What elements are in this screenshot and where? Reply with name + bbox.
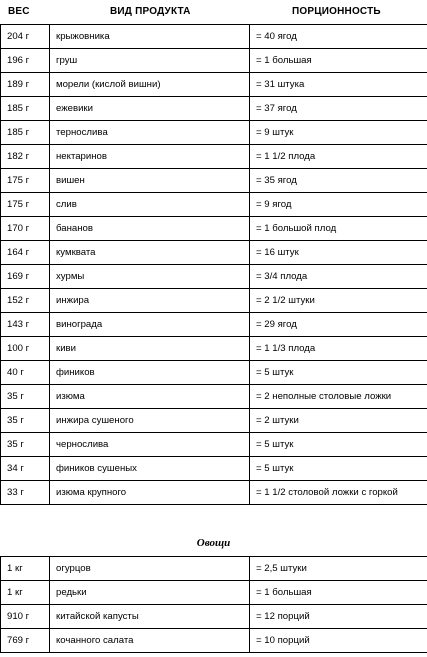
portion-cell: = 16 штук [250, 241, 427, 265]
weight-cell: 164 г [1, 241, 50, 265]
weight-cell: 910 г [1, 605, 50, 629]
portion-cell: = 1 большой плод [250, 217, 427, 241]
table-row [1, 557, 427, 581]
weight-cell: 1 кг [1, 581, 50, 605]
weight-cell: 185 г [1, 97, 50, 121]
header-portion: ПОРЦИОННОСТЬ [292, 6, 381, 17]
product-cell: ежевики [50, 97, 250, 121]
weight-cell: 182 г [1, 145, 50, 169]
product-cell: винограда [50, 313, 250, 337]
product-cell: кочанного салата [50, 629, 250, 653]
portion-cell: = 1 большая [250, 49, 427, 73]
weight-cell: 204 г [1, 25, 50, 49]
product-cell: фиников [50, 361, 250, 385]
portion-cell: = 2 штуки [250, 409, 427, 433]
table-row [1, 193, 427, 217]
table-row [1, 361, 427, 385]
weight-cell: 175 г [1, 193, 50, 217]
table-row [1, 289, 427, 313]
table-row [1, 241, 427, 265]
weight-cell: 35 г [1, 433, 50, 457]
table-row [1, 313, 427, 337]
weight-cell: 769 г [1, 629, 50, 653]
table-row [1, 433, 427, 457]
product-cell: инжира сушеного [50, 409, 250, 433]
header-weight: ВЕС [8, 6, 30, 17]
product-cell: изюма [50, 385, 250, 409]
table-row [1, 217, 427, 241]
weight-cell: 185 г [1, 121, 50, 145]
table-row [1, 25, 427, 49]
weight-cell: 143 г [1, 313, 50, 337]
table-row [1, 605, 427, 629]
portion-cell: = 35 ягод [250, 169, 427, 193]
weight-cell: 40 г [1, 361, 50, 385]
weight-cell: 196 г [1, 49, 50, 73]
weight-cell: 175 г [1, 169, 50, 193]
table-row [1, 629, 427, 653]
portion-cell: = 1 1/3 плода [250, 337, 427, 361]
product-cell: нектаринов [50, 145, 250, 169]
weight-cell: 189 г [1, 73, 50, 97]
weight-cell: 169 г [1, 265, 50, 289]
table-row [1, 581, 427, 605]
table-header [0, 0, 427, 24]
product-cell: фиников сушеных [50, 457, 250, 481]
product-cell: слив [50, 193, 250, 217]
portion-cell: = 2 неполные столовые ложки [250, 385, 427, 409]
weight-cell: 34 г [1, 457, 50, 481]
table-row [1, 73, 427, 97]
portion-cell: = 1 большая [250, 581, 427, 605]
portion-cell: = 1 1/2 столовой ложки с горкой [250, 481, 427, 505]
weight-cell: 100 г [1, 337, 50, 361]
table-row [1, 49, 427, 73]
fruit-table [0, 24, 427, 505]
portion-cell: = 3/4 плода [250, 265, 427, 289]
weight-cell: 35 г [1, 409, 50, 433]
weight-cell: 33 г [1, 481, 50, 505]
product-cell: крыжовника [50, 25, 250, 49]
product-cell: китайской капусты [50, 605, 250, 629]
portion-cell: = 12 порций [250, 605, 427, 629]
table-row [1, 409, 427, 433]
portion-cell: = 10 порций [250, 629, 427, 653]
table-row [1, 121, 427, 145]
product-cell: терносливa [50, 121, 250, 145]
portion-cell: = 37 ягод [250, 97, 427, 121]
portion-cell: = 9 штук [250, 121, 427, 145]
section-title-vegetables: Овощи [196, 537, 231, 549]
product-cell: морели (кислой вишни) [50, 73, 250, 97]
product-cell: огурцов [50, 557, 250, 581]
product-cell: кумквата [50, 241, 250, 265]
table-row [1, 169, 427, 193]
portion-cell: = 9 ягод [250, 193, 427, 217]
portion-cell: = 29 ягод [250, 313, 427, 337]
weight-cell: 1 кг [1, 557, 50, 581]
portion-cell: = 31 штука [250, 73, 427, 97]
weight-cell: 152 г [1, 289, 50, 313]
product-cell: киви [50, 337, 250, 361]
table-row [1, 145, 427, 169]
product-cell: чернослива [50, 433, 250, 457]
product-cell: вишен [50, 169, 250, 193]
product-cell: изюма крупного [50, 481, 250, 505]
table-row [1, 385, 427, 409]
portion-cell: = 5 штук [250, 457, 427, 481]
header-product: ВИД ПРОДУКТА [110, 6, 191, 17]
product-cell: груш [50, 49, 250, 73]
portion-cell: = 1 1/2 плода [250, 145, 427, 169]
product-cell: редьки [50, 581, 250, 605]
product-cell: бананов [50, 217, 250, 241]
table-row [1, 265, 427, 289]
table-row [1, 481, 427, 505]
weight-cell: 170 г [1, 217, 50, 241]
table-row [1, 97, 427, 121]
table-row [1, 337, 427, 361]
portion-cell: = 5 штук [250, 433, 427, 457]
weight-cell: 35 г [1, 385, 50, 409]
portion-cell: = 2 1/2 штуки [250, 289, 427, 313]
portion-cell: = 2,5 штуки [250, 557, 427, 581]
table-row [1, 457, 427, 481]
portion-cell: = 5 штук [250, 361, 427, 385]
portion-cell: = 40 ягод [250, 25, 427, 49]
product-cell: инжира [50, 289, 250, 313]
vegetable-table [0, 556, 427, 653]
product-cell: хурмы [50, 265, 250, 289]
